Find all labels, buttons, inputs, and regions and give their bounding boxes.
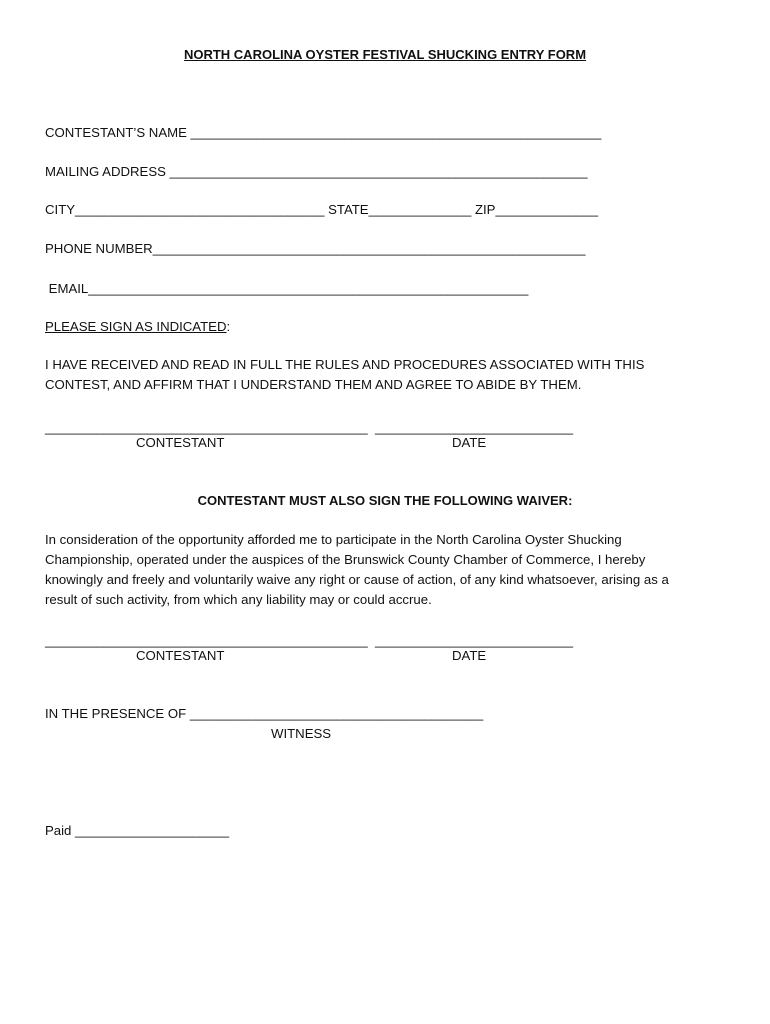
phone-number-field[interactable]: PHONE NUMBER___________________________________________________________	[45, 241, 586, 256]
waiver-line: result of such activity, from which any liability may or could accrue.	[45, 592, 432, 607]
waiver-line: knowingly and freely and voluntarily waive any right or cause of action, of any kind whatsoever, arising as a	[45, 572, 669, 587]
waiver-line: In consideration of the opportunity afforded me to participate in the North Carolina Oyster Shucking	[45, 532, 622, 547]
contestant-name-field[interactable]: CONTESTANT’S NAME ________________________________________________________	[45, 125, 602, 140]
sign-instruction-label: PLEASE SIGN AS INDICATED	[45, 319, 227, 334]
city-state-zip-field[interactable]: CITY__________________________________ STATE______________ ZIP______________	[45, 202, 599, 217]
signature-lines-2[interactable]: ____________________________________________ ___________________________	[45, 633, 574, 648]
email-field[interactable]: EMAIL____________________________________________________________	[45, 281, 529, 296]
sign-instruction	[45, 319, 230, 335]
affirmation-text	[45, 355, 715, 395]
waiver-text	[45, 530, 715, 610]
waiver-heading: CONTESTANT MUST ALSO SIGN THE FOLLOWING WAIVER:	[197, 493, 573, 508]
contestant-label-2: CONTESTANT	[136, 648, 225, 663]
sign-instruction-suffix: :	[226, 319, 231, 334]
paid-field[interactable]: Paid _____________________	[45, 823, 230, 838]
mailing-address-field[interactable]: MAILING ADDRESS _________________________________________________________	[45, 164, 588, 179]
waiver-line: Championship, operated under the auspices of the Brunswick County Chamber of Commerce, I hereby	[45, 552, 646, 567]
affirmation-line: I HAVE RECEIVED AND READ IN FULL THE RULES AND PROCEDURES ASSOCIATED WITH THIS	[45, 357, 645, 372]
affirmation-line: CONTEST, AND AFFIRM THAT I UNDERSTAND THEM AND AGREE TO ABIDE BY THEM.	[45, 377, 582, 392]
witness-field[interactable]: IN THE PRESENCE OF ________________________________________	[45, 706, 484, 721]
witness-label: WITNESS	[271, 726, 332, 741]
signature-lines-1[interactable]: ____________________________________________ ___________________________	[45, 420, 574, 435]
contestant-label-1: CONTESTANT	[136, 435, 225, 450]
form-title: NORTH CAROLINA OYSTER FESTIVAL SHUCKING ENTRY FORM	[183, 47, 587, 62]
date-label-1: DATE	[452, 435, 487, 450]
date-label-2: DATE	[452, 648, 487, 663]
